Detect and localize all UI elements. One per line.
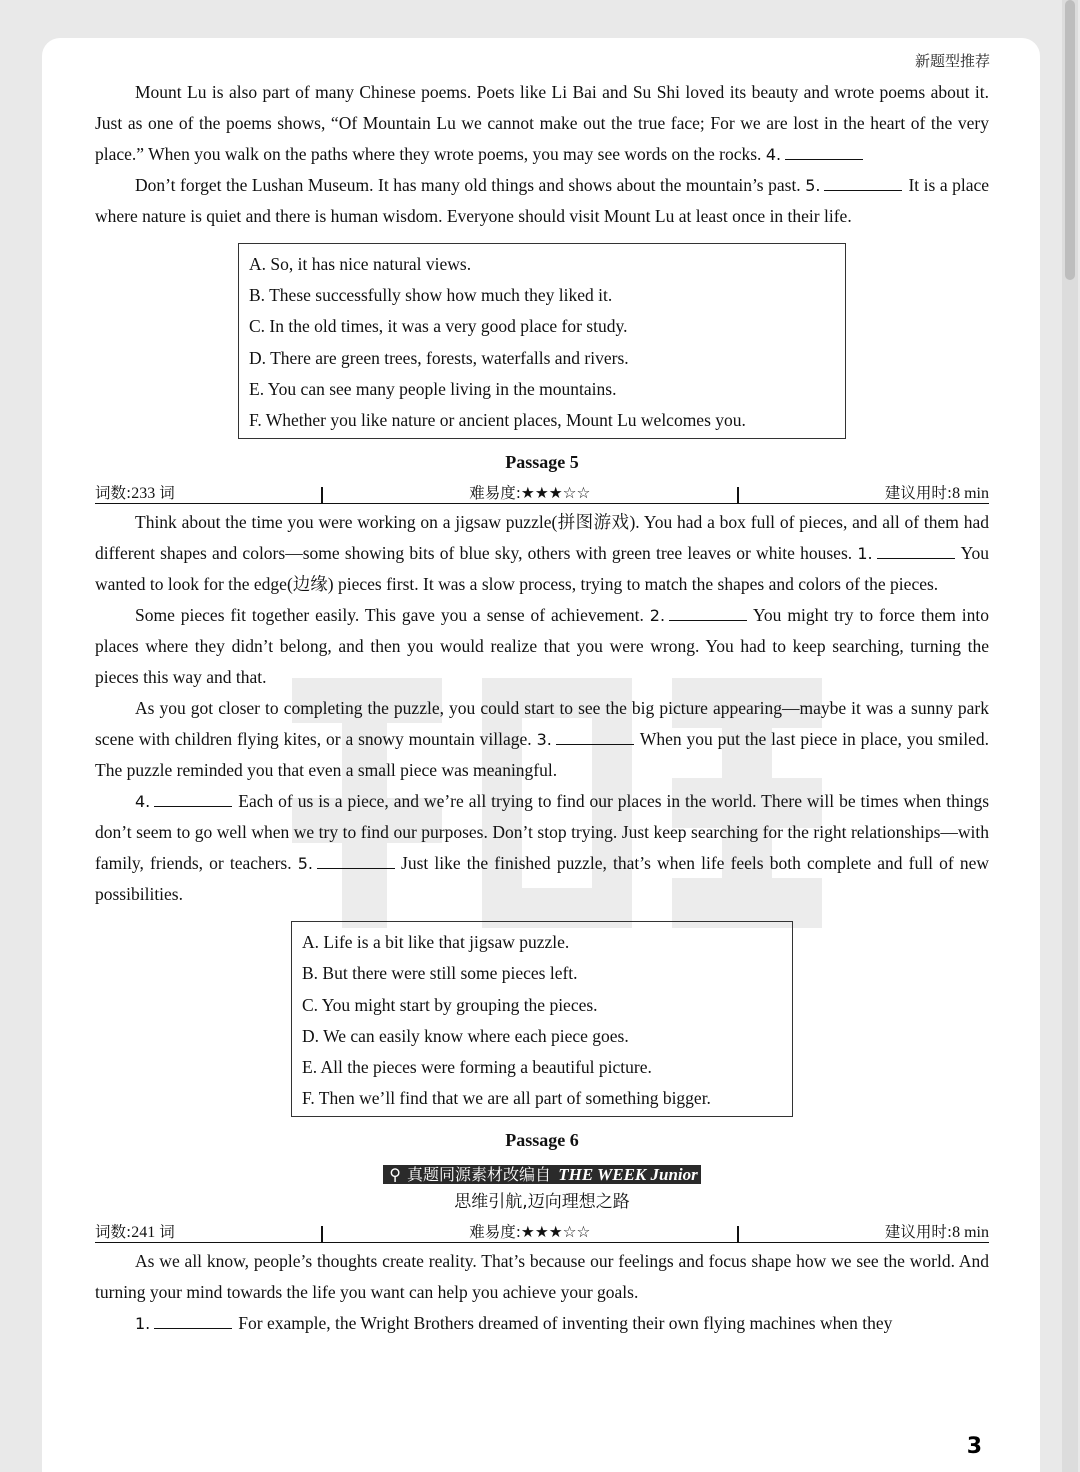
separator xyxy=(737,1226,739,1242)
paragraph-text: You might try to force them into places where they didn’t belong, and then you would realize that you were wrong. You had to keep searching, turning the pieces this way and that. xyxy=(95,605,990,688)
option-item: F. Then we’ll find that we are all part of something bigger. xyxy=(302,1088,711,1109)
separator xyxy=(321,487,323,503)
option-item: B. But there were still some pieces left. xyxy=(302,963,578,984)
suggested-time: 建议用时:8 min xyxy=(884,1223,989,1242)
question-number: 5. xyxy=(297,854,314,874)
paragraph xyxy=(95,786,989,910)
option-item: E. You can see many people living in the mountains. xyxy=(249,378,617,399)
option-item: B. These successfully show how much they liked it. xyxy=(249,285,613,306)
option-item: A. So, it has nice natural views. xyxy=(249,254,472,274)
paragraph-text: It is a place where nature is quiet and there is human wisdom. Everyone should visit Mount Lu at least once in their life. xyxy=(95,175,990,226)
word-count: 词数:233 词 xyxy=(95,484,175,503)
star-rating: ★★★☆☆ xyxy=(520,484,591,503)
option-item: E. All the pieces were forming a beautiful picture. xyxy=(302,1057,652,1078)
passage-title: Passage 6 xyxy=(505,1130,579,1151)
answer-blank xyxy=(824,176,902,191)
options-box xyxy=(238,243,846,439)
answer-blank xyxy=(317,854,395,869)
document-page xyxy=(42,38,1040,1472)
options-box xyxy=(291,921,793,1117)
scrollbar[interactable] xyxy=(1062,0,1078,1472)
paragraph xyxy=(95,1246,989,1308)
answer-blank xyxy=(877,544,955,559)
difficulty: 难易度:★★★☆☆ xyxy=(469,484,591,503)
paragraph-text: Think about the time you were working on a jigsaw puzzle(拼图游戏). You had a box full of pieces, and all of them had different shapes and colors—some showing bits of blue sky, others with green tree leaves or white houses. xyxy=(95,512,989,564)
paragraph-text: As you got closer to completing the puzzle, you could start to see the big picture appearing—maybe it was a sunny park scene with children flying kites, or a snowy mountain village. xyxy=(95,698,989,750)
pin-icon: ⚲ xyxy=(386,1165,404,1184)
option-item: A. Life is a bit like that jigsaw puzzle. xyxy=(302,932,570,953)
scrollbar-thumb[interactable] xyxy=(1065,0,1075,280)
passage-title: Passage 5 xyxy=(505,452,579,473)
option-item: C. You might start by grouping the pieces. xyxy=(302,994,598,1015)
answer-blank xyxy=(556,730,634,745)
separator xyxy=(321,1226,323,1242)
separator xyxy=(737,487,739,503)
answer-blank xyxy=(785,145,863,160)
passage-meta xyxy=(95,1218,989,1243)
page-number: 3 xyxy=(966,1434,982,1459)
source-label: 真题同源素材改编自 xyxy=(404,1165,554,1184)
question-number: 2. xyxy=(649,606,666,626)
answer-blank xyxy=(154,792,232,807)
paragraph-text: Each of us is a piece, and we’re all trying to find our places in the world. There will be times when things don’t seem to go well when we try to find our purposes. Don’t stop trying. Just keep searching for the right relationships—with family, friends, or teachers. xyxy=(95,791,989,874)
passage-meta xyxy=(95,479,989,504)
option-item: C. In the old times, it was a very good place for study. xyxy=(249,316,628,337)
paragraph xyxy=(95,600,989,693)
question-number: 4. xyxy=(135,792,151,812)
option-item: D. We can easily know where each piece goes. xyxy=(302,1025,629,1046)
word-count: 词数:241 词 xyxy=(95,1223,175,1242)
source-title: THE WEEK Junior xyxy=(558,1165,698,1185)
question-number: 1. xyxy=(857,544,873,564)
star-rating: ★★★☆☆ xyxy=(520,1223,591,1242)
paragraph-text: Mount Lu is also part of many Chinese poems. Poets like Li Bai and Su Shi loved its beauty and wrote poems about it. Just as one of the poems shows, “Of Mountain Lu we cannot make out the true face; For we are lost in the heart of the very place.” When you walk on the paths where they wrote poems, you may see words on the rocks. xyxy=(95,82,989,164)
paragraph xyxy=(95,170,989,232)
paragraph-text: When you put the last piece in place, you smiled. The puzzle reminded you that even a small piece was meaningful. xyxy=(95,729,989,781)
paragraph xyxy=(95,693,989,786)
paragraph-text: Don’t forget the Lushan Museum. It has many old things and shows about the mountain’s past. xyxy=(135,175,801,195)
content xyxy=(95,77,989,1339)
paragraph-text: For example, the Wright Brothers dreamed of inventing their own flying machines when they xyxy=(238,1313,893,1334)
passage-subtitle: 思维引航,迈向理想之路 xyxy=(454,1192,630,1213)
paragraph xyxy=(95,507,989,600)
option-item: D. There are green trees, forests, waterfalls and rivers. xyxy=(249,347,629,368)
question-number: 4. xyxy=(765,145,782,164)
answer-blank xyxy=(154,1314,232,1329)
source-banner xyxy=(95,1163,989,1186)
question-number: 5. xyxy=(805,176,821,195)
question-number: 3. xyxy=(536,730,552,750)
paragraph-text: You wanted to look for the edge(边缘) pieces first. It was a slow process, trying to match the shapes and colors of the pieces. xyxy=(95,543,989,595)
paragraph xyxy=(95,1308,989,1339)
difficulty: 难易度:★★★☆☆ xyxy=(469,1223,591,1242)
option-item: F. Whether you like nature or ancient places, Mount Lu welcomes you. xyxy=(249,410,746,431)
question-number: 1. xyxy=(135,1314,151,1334)
paragraph-text: Just like the finished puzzle, that’s when life feels both complete and full of new possibilities. xyxy=(95,853,990,905)
answer-blank xyxy=(669,606,747,621)
paragraph xyxy=(95,77,989,170)
suggested-time: 建议用时:8 min xyxy=(884,484,989,503)
paragraph-text: As we all know, people’s thoughts create reality. That’s because our feelings and focus shape how we see the world. And turning your mind towards the life you want can help you achieve your goals. xyxy=(95,1251,989,1303)
header-label: 新题型推荐 xyxy=(914,52,990,70)
paragraph-text: Some pieces fit together easily. This gave you a sense of achievement. xyxy=(135,605,644,626)
